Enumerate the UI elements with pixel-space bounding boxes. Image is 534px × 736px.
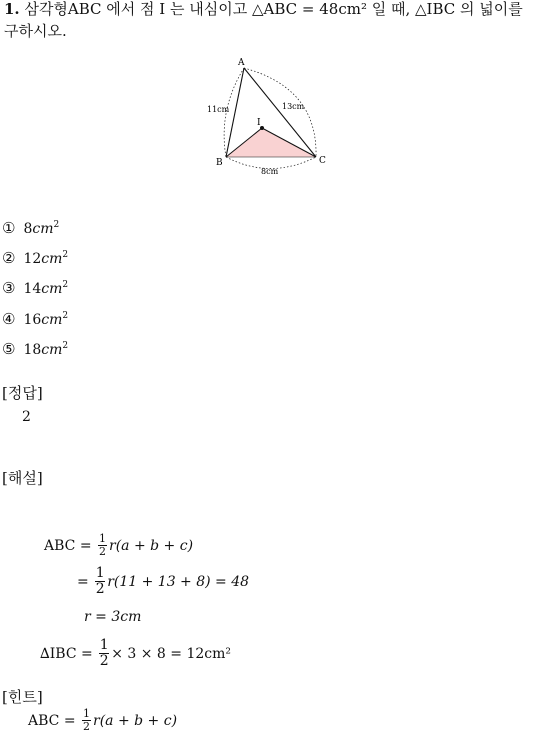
vertex-b-label: B xyxy=(216,158,223,168)
option-4[interactable] xyxy=(2,310,68,328)
side-ab-length: 11cm xyxy=(207,105,230,114)
math-text: ∆IBC = xyxy=(40,645,93,662)
option-unit: cm xyxy=(41,281,63,297)
hint-heading: [힌트] xyxy=(2,688,43,706)
option-unit: cm xyxy=(32,221,54,237)
option-marker: ④ xyxy=(2,310,16,328)
vertex-c-label: C xyxy=(319,156,326,166)
option-1[interactable] xyxy=(2,219,59,237)
option-exponent: 2 xyxy=(62,280,69,290)
math-text: r(11 + 13 + 8) = 48 xyxy=(107,573,250,590)
option-exponent: 2 xyxy=(62,341,69,351)
option-exponent: 2 xyxy=(62,311,69,321)
math-text: ABC = xyxy=(44,537,92,554)
option-value: 8 xyxy=(23,221,33,237)
answer-value: 2 xyxy=(22,409,31,425)
option-value: 18 xyxy=(23,342,42,358)
fraction-half: $\frac{1}{2}$ xyxy=(99,637,109,669)
option-value: 14 xyxy=(23,281,42,297)
option-exponent: 2 xyxy=(62,250,69,260)
fraction-half: $\frac{1}{2}$ xyxy=(99,532,107,558)
incenter-point xyxy=(260,126,264,130)
option-marker: ① xyxy=(2,219,16,237)
math-text: r(a + b + c) xyxy=(109,537,194,554)
option-unit: cm xyxy=(41,342,63,358)
fraction-half: $\frac{1}{2}$ xyxy=(95,565,105,597)
side-bc-length: 8cm xyxy=(261,167,279,176)
question-text: 삼각형ABC 에서 점 I 는 내심이고 △ABC = 48cm² 일 때, △IBC 의 넓이를 xyxy=(24,0,523,18)
explanation-line-1 xyxy=(44,533,193,558)
fraction-half: $\frac{1}{2}$ xyxy=(83,707,91,733)
incenter-label: I xyxy=(257,118,261,128)
math-text: ABC = xyxy=(28,712,76,729)
explanation-line-4 xyxy=(40,638,231,669)
option-marker: ③ xyxy=(2,279,16,297)
option-unit: cm xyxy=(41,251,63,267)
explanation-line-3: r = 3cm xyxy=(84,609,142,625)
option-2[interactable] xyxy=(2,249,68,267)
question-line-2: 구하시오. xyxy=(4,22,67,40)
answer-heading: [정답] xyxy=(2,384,43,402)
side-ac-length: 13cm xyxy=(282,102,305,111)
triangle-figure xyxy=(200,52,350,182)
option-marker: ② xyxy=(2,249,16,267)
option-3[interactable] xyxy=(2,279,68,297)
hint-formula xyxy=(28,708,177,733)
option-unit: cm xyxy=(41,312,63,328)
question-number: 1. xyxy=(4,0,20,18)
math-text: = xyxy=(77,573,89,590)
option-value: 12 xyxy=(23,251,42,267)
math-text: × 3 × 8 = 12cm² xyxy=(111,645,232,662)
option-exponent: 2 xyxy=(53,220,60,230)
explanation-line-2 xyxy=(77,566,249,597)
option-marker: ⑤ xyxy=(2,340,16,358)
math-text: r(a + b + c) xyxy=(93,712,178,729)
vertex-a-label: A xyxy=(238,58,245,68)
question-line-1 xyxy=(4,0,523,20)
option-value: 16 xyxy=(23,312,42,328)
option-5[interactable] xyxy=(2,340,68,358)
explanation-heading: [해설] xyxy=(2,469,43,487)
